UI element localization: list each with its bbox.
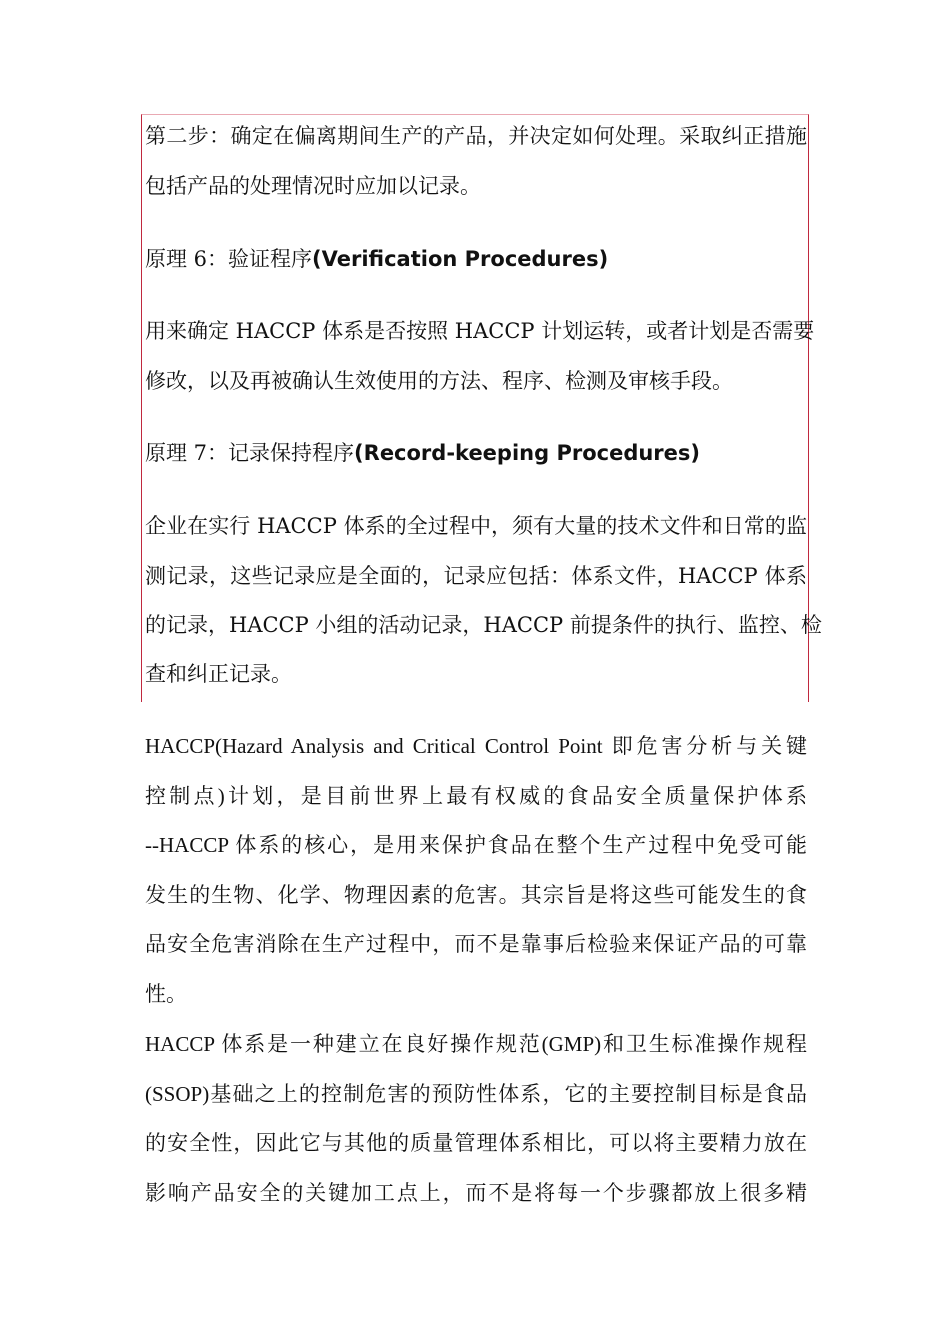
para2-line-3: 的安全性，因此它与其他的质量管理体系相比，可以将主要精力放在 <box>145 1131 807 1155</box>
p7-line-2: 测记录，这些记录应是全面的，记录应包括：体系文件，HACCP 体系 <box>145 564 807 588</box>
para1-line-4: 发生的生物、化学、物理因素的危害。其宗旨是将这些可能发生的食 <box>145 883 807 907</box>
principle-7-english: (Record-keeping Procedures) <box>354 441 700 465</box>
p6-line-1: 用来确定 HACCP 体系是否按照 HACCP 计划运转，或者计划是否需要 <box>145 319 815 343</box>
p6-line-2: 修改，以及再被确认生效使用的方法、程序、检测及审核手段。 <box>145 369 733 393</box>
step2-line-1: 第二步：确定在偏离期间生产的产品，并决定如何处理。采取纠正措施 <box>145 124 807 148</box>
para2-line-4: 影响产品安全的关键加工点上，而不是将每一个步骤都放上很多精 <box>145 1181 807 1205</box>
para1-line-5: 品安全危害消除在生产过程中，而不是靠事后检验来保证产品的可靠 <box>145 932 807 956</box>
p7-line-4: 查和纠正记录。 <box>145 662 292 686</box>
para1-line-6: 性。 <box>145 982 187 1006</box>
para2-line-2: (SSOP)基础之上的控制危害的预防性体系，它的主要控制目标是食品 <box>145 1082 807 1106</box>
principle-7-prefix: 原理 7：记录保持程序 <box>145 441 355 465</box>
step2-line-2: 包括产品的处理情况时应加以记录。 <box>145 174 481 198</box>
para1-line-2: 控制点)计划，是目前世界上最有权威的食品安全质量保护体系 <box>145 784 807 808</box>
principle-6-english: (Verification Procedures) <box>312 247 609 271</box>
principle-6-prefix: 原理 6：验证程序 <box>145 247 313 271</box>
p7-line-3: 的记录，HACCP 小组的活动记录，HACCP 前提条件的执行、监控、检 <box>145 613 822 637</box>
para1-line-1: HACCP(Hazard Analysis and Critical Control Point 即危害分析与关键 <box>145 734 807 758</box>
para2-line-1: HACCP 体系是一种建立在良好操作规范(GMP)和卫生标准操作规程 <box>145 1032 807 1056</box>
para1-line-3: --HACCP 体系的核心，是用来保护食品在整个生产过程中免受可能 <box>145 833 807 857</box>
principle-7-heading <box>145 440 700 466</box>
principle-6-heading <box>145 246 608 272</box>
p7-line-1: 企业在实行 HACCP 体系的全过程中，须有大量的技术文件和日常的监 <box>145 514 807 538</box>
